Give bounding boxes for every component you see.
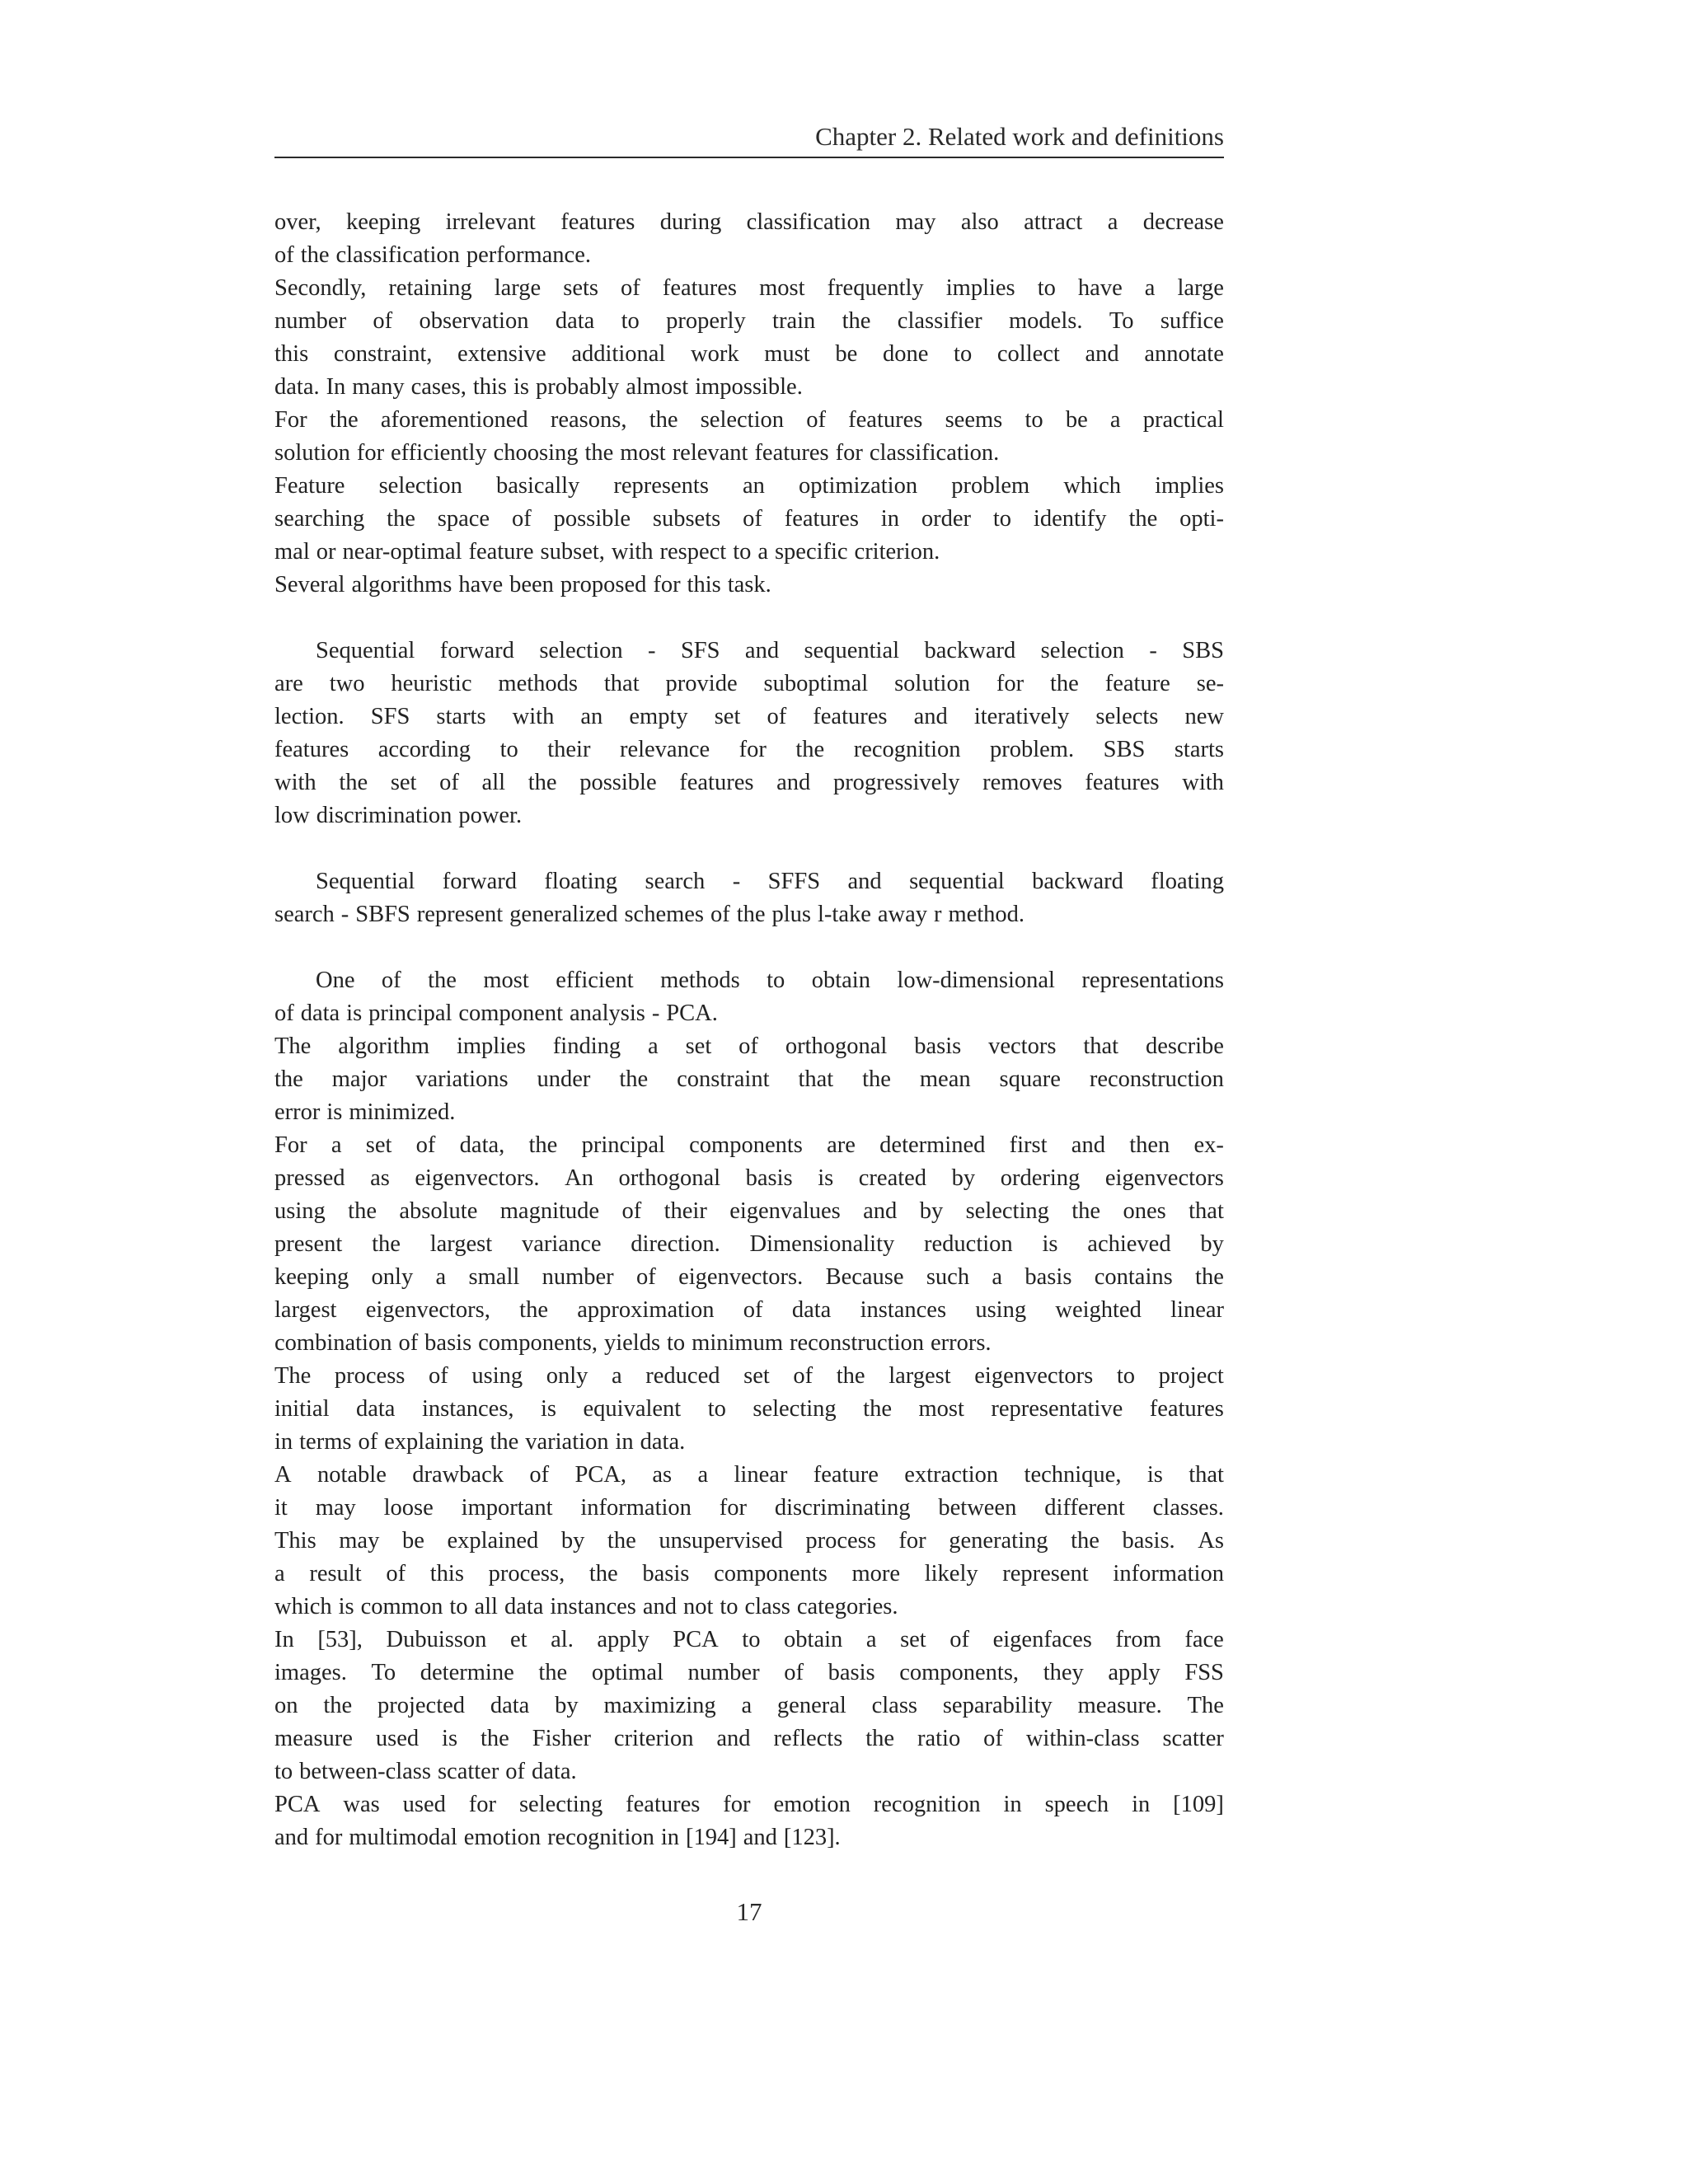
text-line: A notable drawback of PCA, as a linear feature extraction technique, is that — [274, 1462, 1224, 1488]
text-line: present the largest variance direction. Dimensionality reduction is achieved by — [274, 1231, 1224, 1257]
text-line: combination of basis components, yields to minimum reconstruction errors. — [274, 1330, 992, 1356]
text-line: which is common to all data instances and not to class categories. — [274, 1594, 898, 1619]
text-line: In [53], Dubuisson et al. apply PCA to obtain a set of eigenfaces from face — [274, 1627, 1224, 1652]
paragraph — [274, 1788, 1224, 1854]
text-line: Secondly, retaining large sets of features most frequently implies to have a large — [274, 275, 1224, 301]
text-line: searching the space of possible subsets of features in order to identify the opti- — [274, 506, 1224, 532]
text-line: pressed as eigenvectors. An orthogonal basis is created by ordering eigenvectors — [274, 1165, 1224, 1191]
paragraph — [274, 635, 1224, 832]
text-line: measure used is the Fisher criterion and reflects the ratio of within-class scatter — [274, 1726, 1224, 1751]
text-line: number of observation data to properly train the classifier models. To suffice — [274, 308, 1224, 334]
text-line: solution for efficiently choosing the most relevant features for classification. — [274, 440, 1000, 466]
text-line: on the projected data by maximizing a general class separability measure. The — [274, 1693, 1224, 1718]
text-line: in terms of explaining the variation in data. — [274, 1429, 686, 1455]
text-line: initial data instances, is equivalent to selecting the most representative features — [274, 1396, 1224, 1422]
text-line: mal or near-optimal feature subset, with respect to a specific criterion. — [274, 539, 940, 565]
paragraph — [274, 1459, 1224, 1624]
text-line: For the aforementioned reasons, the selection of features seems to be a practical — [274, 407, 1224, 433]
paragraph — [274, 1624, 1224, 1788]
text-line: it may loose important information for discriminating between different classes. — [274, 1495, 1224, 1521]
chapter-title: Chapter 2. Related work and definitions — [815, 122, 1224, 151]
paragraph — [274, 1360, 1224, 1459]
text-line: Feature selection basically represents an optimization problem which implies — [274, 473, 1224, 499]
paragraph — [274, 1129, 1224, 1360]
text-line: using the absolute magnitude of their eigenvalues and by selecting the ones that — [274, 1198, 1224, 1224]
running-header — [274, 117, 1224, 158]
paragraph — [274, 569, 1224, 602]
paragraph-gap — [274, 931, 1224, 964]
text-line: lection. SFS starts with an empty set of features and iteratively selects new — [274, 704, 1224, 729]
paragraph — [274, 964, 1224, 1030]
paragraph — [274, 865, 1224, 931]
text-line: over, keeping irrelevant features during classification may also attract a decrease — [274, 209, 1224, 235]
text-line: largest eigenvectors, the approximation of data instances using weighted linear — [274, 1297, 1224, 1323]
text-line: This may be explained by the unsupervised process for generating the basis. As — [274, 1528, 1224, 1554]
text-line: For a set of data, the principal components are determined first and then ex- — [274, 1132, 1224, 1158]
text-line: the major variations under the constraint that the mean square reconstruction — [274, 1066, 1224, 1092]
paragraph — [274, 404, 1224, 470]
text-line: of data is principal component analysis - PCA. — [274, 1001, 718, 1026]
text-line: Sequential forward selection - SFS and sequential backward selection - SBS — [316, 638, 1224, 663]
text-line: The process of using only a reduced set of the largest eigenvectors to project — [274, 1363, 1224, 1389]
text-line: search - SBFS represent generalized schemes of the plus l-take away r method. — [274, 902, 1025, 927]
page-number: 17 — [736, 1897, 762, 1926]
text-line: error is minimized. — [274, 1099, 456, 1125]
paragraph — [274, 272, 1224, 404]
text-line: and for multimodal emotion recognition in [194] and [123]. — [274, 1825, 841, 1850]
text-line: low discrimination power. — [274, 803, 523, 828]
paragraph — [274, 1030, 1224, 1129]
text-line: features according to their relevance for the recognition problem. SBS starts — [274, 737, 1224, 762]
text-line: The algorithm implies finding a set of orthogonal basis vectors that describe — [274, 1033, 1224, 1059]
text-line: of the classification performance. — [274, 242, 591, 268]
text-line: Sequential forward floating search - SFFS and sequential backward floating — [316, 869, 1224, 894]
body-text — [274, 206, 1224, 1854]
paragraph — [274, 470, 1224, 569]
text-line: images. To determine the optimal number of basis components, they apply FSS — [274, 1660, 1224, 1685]
text-line: are two heuristic methods that provide suboptimal solution for the feature se- — [274, 671, 1224, 696]
text-line: with the set of all the possible features and progressively removes features with — [274, 770, 1224, 795]
text-line: data. In many cases, this is probably almost impossible. — [274, 374, 803, 400]
text-line: PCA was used for selecting features for emotion recognition in speech in [109] — [274, 1792, 1224, 1817]
paragraph-gap — [274, 602, 1224, 635]
paragraph-gap — [274, 832, 1224, 865]
text-line: keeping only a small number of eigenvectors. Because such a basis contains the — [274, 1264, 1224, 1290]
text-line: a result of this process, the basis components more likely represent information — [274, 1561, 1224, 1586]
text-line: One of the most efficient methods to obtain low-dimensional representations — [316, 968, 1224, 993]
text-line: this constraint, extensive additional work must be done to collect and annotate — [274, 341, 1224, 367]
text-line: Several algorithms have been proposed for this task. — [274, 572, 771, 598]
paragraph — [274, 206, 1224, 272]
text-line: to between-class scatter of data. — [274, 1759, 577, 1784]
